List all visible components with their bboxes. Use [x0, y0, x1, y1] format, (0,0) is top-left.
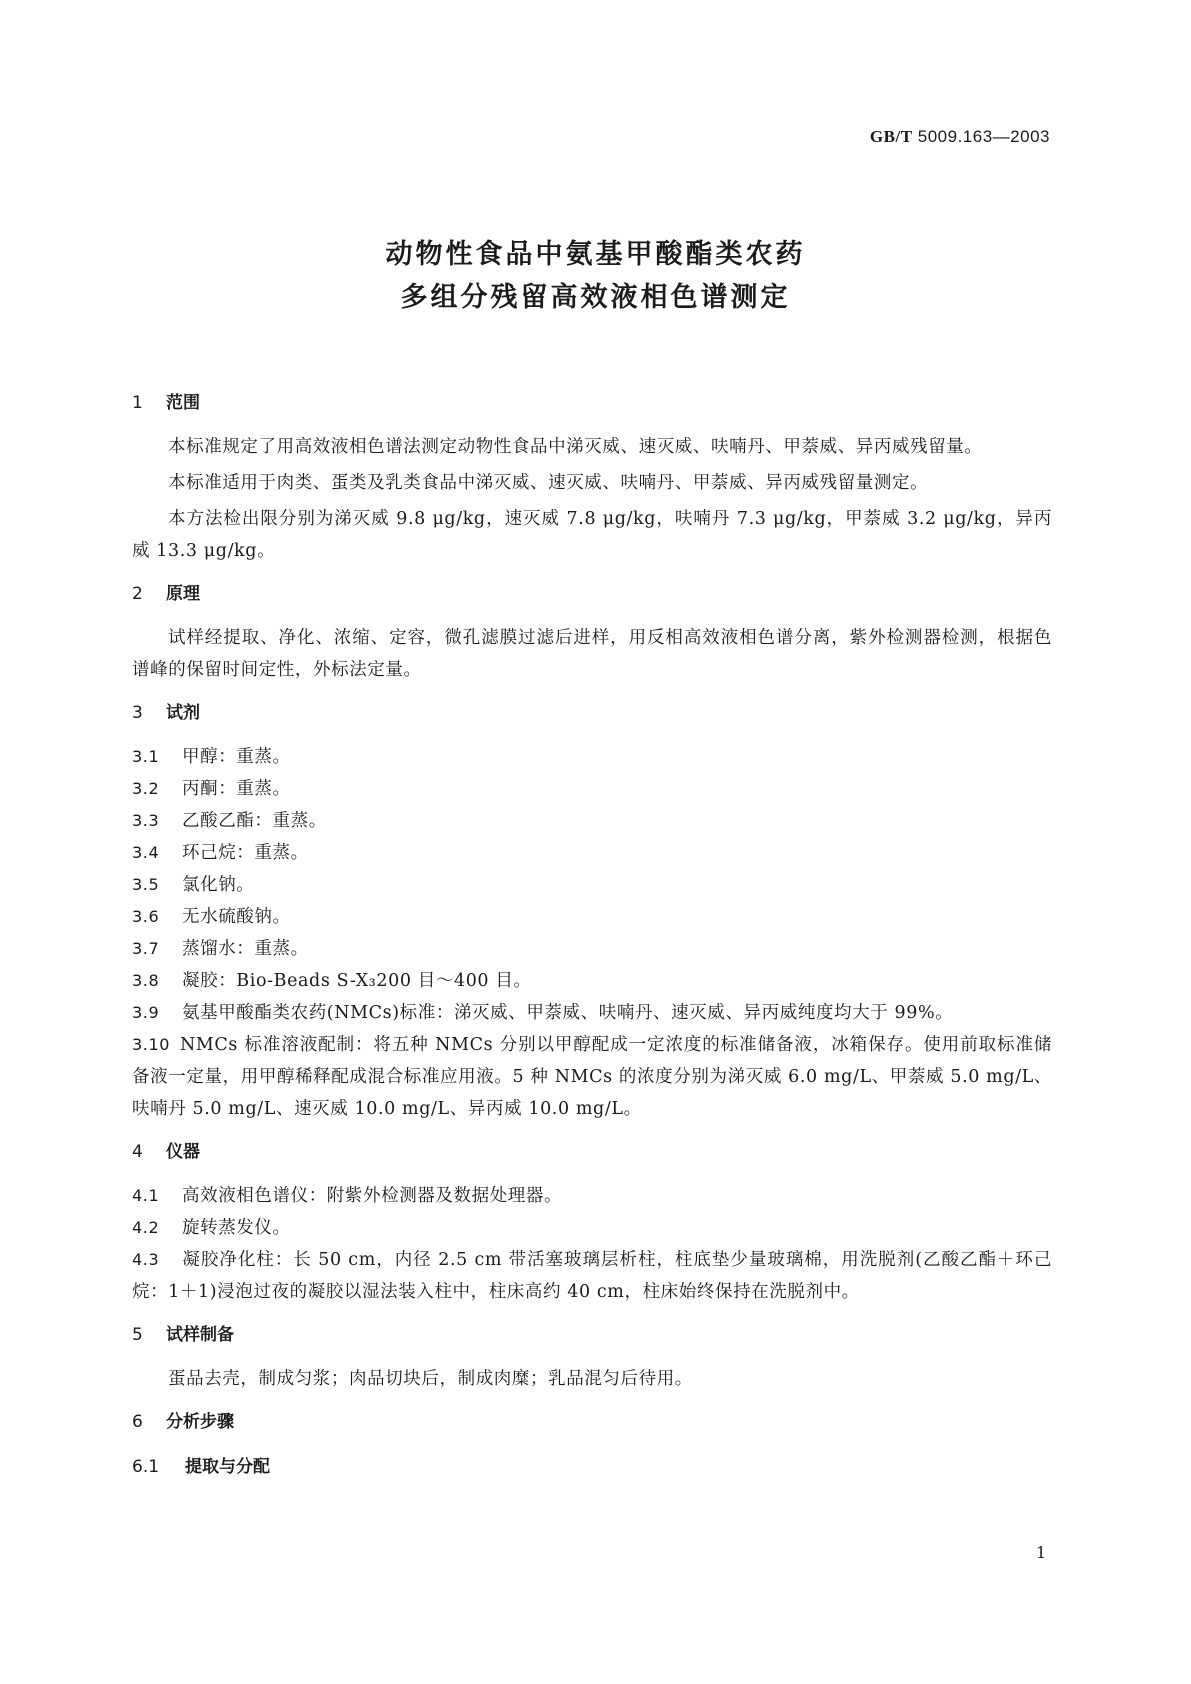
section-number: 4 [132, 1142, 143, 1162]
list-item [132, 1180, 1052, 1212]
reagent-list [132, 741, 1052, 1125]
section-1-paragraph: 本方法检出限分别为涕灭威 9.8 μg/kg，速灭威 7.8 μg/kg，呋喃丹 7.3 μg/kg，甲萘威 3.2 μg/kg，异丙威 13.3 μg/kg。 [132, 509, 1052, 561]
section-title: 分析步骤 [166, 1412, 234, 1432]
item-number: 3.7 [132, 939, 160, 958]
section-5-heading [132, 1318, 1052, 1353]
list-item [132, 1029, 1052, 1125]
standard-code [600, 127, 1050, 147]
list-item [132, 933, 1052, 965]
item-text: 乙酸乙酯：重蒸。 [182, 811, 327, 831]
section-5-paragraph: 蛋品去壳，制成匀浆；肉品切块后，制成肉糜；乳品混匀后待用。 [168, 1369, 693, 1389]
list-item [132, 901, 1052, 933]
item-text: 凝胶净化柱：长 50 cm，内径 2.5 cm 带活塞玻璃层析柱，柱底垫少量玻璃棉，用洗脱剂(乙酸乙酯＋环己烷：1＋1)浸泡过夜的凝胶以湿法装入柱中，柱床高约 40 cm，柱床始终保持在洗脱剂中。 [132, 1250, 1052, 1302]
section-title: 仪器 [166, 1142, 200, 1162]
document-body [132, 376, 1052, 1485]
section-title: 原理 [166, 584, 200, 604]
item-number: 4.1 [132, 1186, 160, 1205]
standard-number: 5009.163—2003 [917, 127, 1050, 146]
list-item [132, 869, 1052, 901]
list-item [132, 741, 1052, 773]
item-text: 高效液相色谱仪：附紫外检测器及数据处理器。 [182, 1186, 563, 1206]
list-item [132, 965, 1052, 997]
item-text: 环己烷：重蒸。 [182, 843, 309, 863]
item-text: 氯化钠。 [182, 875, 255, 895]
item-number: 3.4 [132, 843, 160, 862]
list-item [132, 773, 1052, 805]
section-title: 提取与分配 [185, 1457, 270, 1477]
section-6-heading [132, 1405, 1052, 1440]
page-number: 1 [1036, 1543, 1047, 1562]
section-number: 5 [132, 1325, 143, 1345]
section-2-heading [132, 577, 1052, 612]
section-number: 3 [132, 703, 143, 723]
item-text: 甲醇：重蒸。 [182, 747, 291, 767]
section-3-heading [132, 696, 1052, 731]
section-2-paragraph: 试样经提取、净化、浓缩、定容，微孔滤膜过滤后进样，用反相高效液相色谱分离，紫外检测器检测，根据色谱峰的保留时间定性，外标法定量。 [132, 628, 1052, 680]
section-1-heading [132, 386, 1052, 421]
section-title: 范围 [166, 393, 200, 413]
item-number: 3.9 [132, 1003, 160, 1022]
apparatus-list [132, 1180, 1052, 1308]
item-number: 3.3 [132, 811, 160, 830]
section-1-paragraph: 本标准规定了用高效液相色谱法测定动物性食品中涕灭威、速灭威、呋喃丹、甲萘威、异丙威残留量。 [168, 437, 983, 457]
section-number: 2 [132, 584, 143, 604]
document-title-line-2: 多组分残留高效液相色谱测定 [400, 282, 791, 313]
item-number: 3.10 [132, 1035, 171, 1054]
item-number: 3.1 [132, 747, 160, 766]
item-text: 凝胶：Bio-Beads S-X₃200 目～400 目。 [182, 971, 532, 991]
item-number: 3.8 [132, 971, 160, 990]
item-number: 3.2 [132, 779, 160, 798]
section-title: 试剂 [166, 703, 200, 723]
section-4-heading [132, 1135, 1052, 1170]
list-item [132, 837, 1052, 869]
section-number: 1 [132, 393, 143, 413]
document-title-line-1: 动物性食品中氨基甲酸酯类农药 [385, 239, 806, 270]
item-text: 丙酮：重蒸。 [182, 779, 291, 799]
standard-prefix: GB/T [869, 127, 913, 146]
item-text: 氨基甲酸酯类农药(NMCs)标准：涕灭威、甲萘威、呋喃丹、速灭威、异丙威纯度均大于 99%。 [182, 1003, 954, 1023]
item-text: 旋转蒸发仪。 [182, 1218, 291, 1238]
item-text: NMCs 标准溶液配制：将五种 NMCs 分别以甲醇配成一定浓度的标准储备液，冰箱保存。使用前取标准储备液一定量，用甲醇稀释配成混合标准应用液。5 种 NMCs 的浓度分别为涕灭威 6.0 mg/L、甲萘威 5.0 mg/L、呋喃丹 5.0 mg/L、速灭威 10.0 mg/L、异丙威 10.0 mg/L。 [132, 1035, 1052, 1119]
section-number: 6 [132, 1412, 143, 1432]
item-number: 4.3 [132, 1250, 160, 1269]
item-number: 3.5 [132, 875, 160, 894]
list-item [132, 805, 1052, 837]
section-title: 试样制备 [166, 1325, 234, 1345]
list-item [132, 1244, 1052, 1308]
item-text: 蒸馏水：重蒸。 [182, 939, 309, 959]
list-item [132, 1212, 1052, 1244]
section-1-paragraph: 本标准适用于肉类、蛋类及乳类食品中涕灭威、速灭威、呋喃丹、甲萘威、异丙威残留量测定。 [168, 473, 929, 493]
item-number: 4.2 [132, 1218, 160, 1237]
list-item [132, 997, 1052, 1029]
item-number: 3.6 [132, 907, 160, 926]
item-text: 无水硫酸钠。 [182, 907, 291, 927]
subsection-6-1-heading [132, 1450, 1052, 1485]
section-number: 6.1 [132, 1457, 160, 1477]
